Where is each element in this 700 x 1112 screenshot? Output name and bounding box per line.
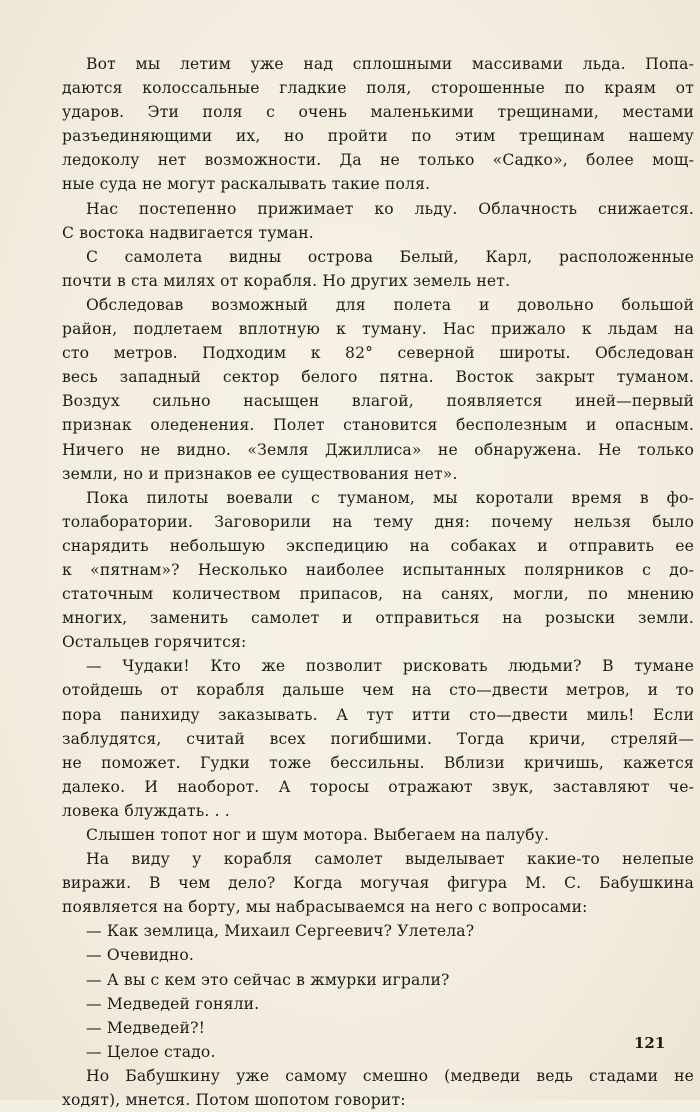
text-line: почти в ста милях от корабля. Но других земель нет. <box>62 271 511 290</box>
text-line: ловека блуждать. . . <box>62 801 230 820</box>
text-line: С самолета видны острова Белый, Карл, расположенные <box>86 247 694 266</box>
text-line: ходят), мнется. Потом шопотом говорит: <box>62 1091 406 1110</box>
text-line: даются колоссальные гладкие поля, сторошенные по краям от <box>62 79 694 98</box>
text-line: пора панихиду заказывать. А тут итти сто—двести миль! Если <box>62 705 694 724</box>
text-line: к «пятнам»? Несколько наиболее испытанных полярников с до- <box>62 560 694 579</box>
text-line: Нас постепенно прижимает ко льду. Облачность снижается. <box>86 199 694 218</box>
text-line: заблудятся, считай всех погибшими. Тогда кричи, стреляй— <box>62 729 694 748</box>
text-line: ударов. Эти поля с очень маленькими трещинами, местами <box>62 103 694 122</box>
text-line: земли, но и признаков ее существования нет». <box>62 464 458 483</box>
text-line: — Очевидно. <box>86 946 195 965</box>
text-line: Обследовав возможный для полета и довольно большой <box>86 295 694 314</box>
text-line: далеко. И наоборот. А торосы отражают звук, заставляют че- <box>62 777 694 796</box>
text-line: ные суда не могут раскалывать такие поля. <box>62 175 431 194</box>
text-line: Вот мы летим уже над сплошными массивами льда. Попа- <box>86 55 694 73</box>
text-line: Ничего не видно. «Земля Джиллиса» не обнаружена. Не только <box>62 440 694 459</box>
text-line: толаборатории. Заговорили на тему дня: почему нельзя было <box>62 512 694 531</box>
text-line: С востока надвигается туман. <box>62 223 314 242</box>
text-line: Но Бабушкину уже самому смешно (медведи ведь стадами не <box>86 1066 694 1085</box>
text-line: — Чудаки! Кто же позволит рисковать людьми? В тумане <box>86 657 694 676</box>
page-number: 121 <box>634 1034 666 1052</box>
text-line: снарядить небольшую экспедицию на собаках и отправить ее <box>62 536 694 555</box>
text-line: — А вы с кем это сейчас в жмурки играли? <box>86 970 450 989</box>
text-line: весь западный сектор белого пятна. Восток закрыт туманом. <box>62 368 694 387</box>
text-line: отойдешь от корабля дальше чем на сто—двести метров, и то <box>62 681 694 700</box>
text-line: Воздух сильно насыщен влагой, появляется иней—первый <box>62 392 694 411</box>
text-line: район, подлетаем вплотную к туману. Нас прижало к льдам на <box>62 320 694 339</box>
text-line: разъединяющими их, но пройти по этим трещинам нашему <box>62 127 694 146</box>
text-line: На виду у корабля самолет выделывает какие-то нелепые <box>86 850 694 869</box>
body-text <box>62 52 694 1112</box>
text-line: — Как землица, Михаил Сергеевич? Улетела? <box>86 922 475 941</box>
text-line: не поможет. Гудки тоже бессильны. Вблизи кричишь, кажется <box>62 753 694 772</box>
text-line: Остальцев горячится: <box>62 633 247 652</box>
text-line: статочным количеством припасов, на санях, могли, по мнению <box>62 585 694 604</box>
text-line: — Целое стадо. <box>86 1042 216 1061</box>
text-line: — Медведей гоняли. <box>86 994 260 1013</box>
text-line: появляется на борту, мы набрасываемся на него с вопросами: <box>62 898 588 917</box>
text-line: — Медведей?! <box>86 1018 206 1037</box>
text-line: сто метров. Подходим к 82° северной широты. Обследован <box>62 344 694 363</box>
text-line: Пока пилоты воевали с туманом, мы коротали время в фо- <box>86 488 694 507</box>
text-line: признак оледенения. Полет становится бесполезным и опасным. <box>62 416 694 435</box>
text-line: многих, заменить самолет и отправиться на розыски земли. <box>62 609 694 628</box>
text-line: Слышен топот ног и шум мотора. Выбегаем на палубу. <box>86 826 550 844</box>
text-line: ледоколу нет возможности. Да не только «Садко», более мощ- <box>62 151 694 170</box>
text-line: виражи. В чем дело? Когда могучая фигура М. С. Бабушкина <box>62 874 694 893</box>
